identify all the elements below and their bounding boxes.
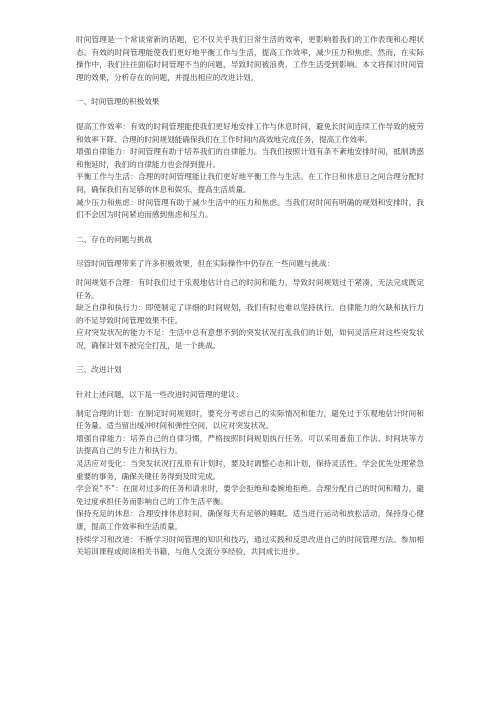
- section-2-paragraph: 时间规划不合理：有时我们过于乐观地估计自己的时间和能力，导致时间规划过于紧凑，无法完成既定任务。: [76, 277, 424, 300]
- section-3-paragraph: 学会说“不”：在面对过多的任务和请求时，要学会拒绝和委婉地拒绝。合理分配自己的时间和精力，避免过度承担任务而影响自己的工作生活平衡。: [76, 484, 424, 506]
- section-3-paragraph: 制定合理的计划：在制定时间规划时，要充分考虑自己的实际情况和能力，避免过于乐观地估计时间和任务量。适当留出缓冲时间和弹性空间，以应对突发状况。: [76, 408, 424, 431]
- section-2-paragraph: 缺乏自律和执行力：即使制定了详细的时间规划，我们有时也难以坚持执行。自律能力的欠缺和执行力的不足导致时间管理效果不佳。: [76, 303, 424, 325]
- section-1-paragraph: 减少压力和焦虑：时间管理有助于减少生活中的压力和焦虑。当我们对时间有明确的规划和安排时，我们不会因为时间紧迫而感到焦虑和压力。: [76, 197, 424, 220]
- document-page: [76, 34, 424, 559]
- section-2-intro: 尽管时间管理带来了许多积极效果，但在实际操作中仍存在一些问题与挑战：: [76, 259, 335, 269]
- section-1-heading: 一、时间管理的积极效果: [76, 97, 160, 107]
- section-1-paragraph: 提高工作效率：有效的时间管理能使我们更好地安排工作与休息时间，避免长时间连续工作导致的疲劳和效率下降。合理的时间规划能确保我们在工作时间内高效地完成任务，提高工作效率。: [76, 121, 424, 144]
- section-3-intro: 针对上述问题，以下是一些改进时间管理的建议：: [76, 390, 244, 400]
- section-3-paragraph: 增强自律能力：培养自己的自律习惯，严格按照时间规划执行任务。可以采用番茄工作法、时间块等方法提高自己的专注力和执行力。: [76, 433, 424, 456]
- section-3-heading: 三、改进计划: [76, 365, 122, 375]
- intro-paragraph: 时间管理是一个常谈常新的话题，它不仅关乎我们日常生活的效率，更影响着我们的工作表现和心理状态。有效的时间管理能使我们更好地平衡工作与生活，提高工作效率，减少压力和焦虑。然而，在实际操作中，我们往往面临时间管理不当的问题，导致时间被浪费，工作生活受到影响。本文将探讨时间管理的效果，分析存在的问题，并提出相应的改进计划。: [76, 35, 424, 82]
- section-1-paragraph: 平衡工作与生活：合理的时间管理能让我们更好地平衡工作与生活。在工作日和休息日之间合理分配时间，确保我们有足够的休息和娱乐，提高生活质量。: [76, 172, 424, 194]
- section-1-paragraph: 增强自律能力：时间管理有助于培养我们的自律能力。当我们按照计划有条不紊地安排时间，抵制诱惑和拖延时，我们的自律能力也会得到提升。: [76, 147, 424, 169]
- section-3-paragraph: 保持充足的休息：合理安排休息时间，确保每天有足够的睡眠。适当进行运动和放松活动，保持身心健康，提高工作效率和生活质量。: [76, 509, 424, 531]
- section-3-paragraph: 持续学习和改进：不断学习时间管理的知识和技巧，通过实践和反思改进自己的时间管理方法。参加相关培训课程或阅读相关书籍，与他人交流分享经验，共同成长进步。: [76, 534, 424, 557]
- section-3-paragraph: 灵活应对变化：当突发状况打乱原有计划时，要及时调整心态和计划，保持灵活性。学会优先处理紧急重要的事务，确保关键任务得到及时完成。: [76, 459, 424, 481]
- section-2-paragraph: 应对突发状况的能力不足：生活中总有意想不到的突发状况打乱我们的计划，如何灵活应对这些突发状况，确保计划不被完全打乱，是一个挑战。: [76, 328, 424, 350]
- section-2-heading: 二、存在的问题与挑战: [76, 234, 152, 244]
